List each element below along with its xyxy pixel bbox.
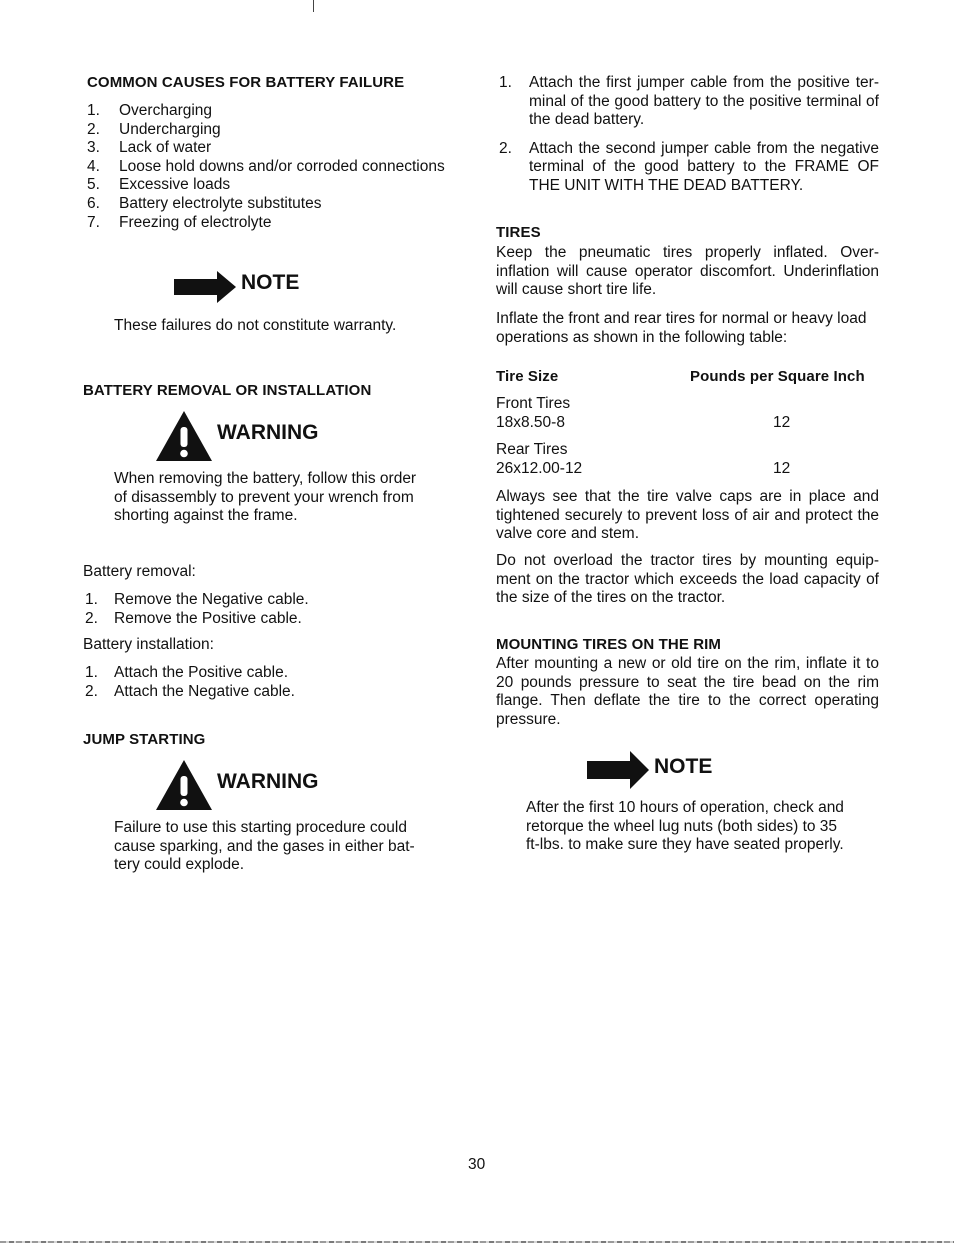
note-title: NOTE bbox=[241, 271, 300, 294]
list-item: 1. Overcharging bbox=[87, 102, 213, 119]
list-item: 1. Attach the first jumper cable from the positive ter- minal of the good battery to the positive terminal of the dead battery. bbox=[499, 74, 879, 129]
note-arrow-icon bbox=[586, 750, 650, 790]
table-row-group: Front Tires bbox=[496, 395, 571, 412]
note-arrow-icon bbox=[173, 270, 237, 304]
heading-jump-starting: JUMP STARTING bbox=[83, 731, 206, 748]
heading-battery-removal: BATTERY REMOVAL OR INSTALLATION bbox=[83, 382, 372, 399]
bottom-scan-edge bbox=[0, 1241, 954, 1243]
jump-steps-list bbox=[499, 74, 879, 196]
list-item: 7. Freezing of electrolyte bbox=[87, 213, 272, 231]
list-item: 1. Remove the Negative cable. bbox=[85, 591, 309, 608]
list-item: 2. Undercharging bbox=[87, 120, 221, 138]
tire-pressure-table bbox=[496, 368, 879, 478]
heading-common-causes: COMMON CAUSES FOR BATTERY FAILURE bbox=[87, 74, 405, 91]
warning-title: WARNING bbox=[217, 770, 319, 793]
tires-paragraph: Keep the pneumatic tires properly inflated. Over- inflation will cause operator discomfort. Underinflation will cause short tire life. bbox=[496, 244, 879, 299]
table-cell-size: 18x8.50-8 bbox=[496, 414, 565, 431]
warning-triangle-icon bbox=[155, 759, 213, 811]
list-item: 2. Attach the second jumper cable from the negative terminal of the good battery to the FRAME OF THE UNIT WITH THE DEAD BATTERY. bbox=[499, 139, 879, 194]
note-title: NOTE bbox=[654, 755, 713, 778]
list-item: 6. Battery electrolyte substitutes bbox=[87, 194, 322, 212]
removal-steps-list bbox=[85, 591, 445, 628]
tires-paragraph: Inflate the front and rear tires for normal or heavy load operations as shown in the following table: bbox=[496, 310, 867, 346]
list-item: 3. Lack of water bbox=[87, 139, 212, 157]
causes-list bbox=[87, 102, 487, 232]
table-row-group: Rear Tires bbox=[496, 441, 568, 458]
list-item: 2. Remove the Positive cable. bbox=[85, 609, 302, 627]
note-text: These failures do not constitute warranty. bbox=[114, 317, 397, 334]
note-text: After the first 10 hours of operation, check and retorque the wheel lug nuts (both sides) to 35 ft-lbs. to make sure they have seated properly. bbox=[526, 799, 844, 854]
list-item: 2. Attach the Negative cable. bbox=[85, 682, 295, 700]
heading-tires: TIRES bbox=[496, 224, 541, 241]
tires-paragraph: Do not overload the tractor tires by mounting equip- ment on the tractor which exceeds the load capacity of the size of the tires on the tractor. bbox=[496, 552, 879, 607]
mounting-paragraph: After mounting a new or old tire on the rim, inflate it to 20 pounds pressure to seat the tire bead on the rim flange. Then deflate the tire to the correct operating pressure. bbox=[496, 655, 879, 728]
list-item: 4. Loose hold downs and/or corroded connections bbox=[87, 157, 445, 175]
warning-triangle-icon bbox=[155, 410, 213, 462]
warning-text: Failure to use this starting procedure could cause sparking, and the gases in either bat- tery could explode. bbox=[114, 819, 415, 874]
top-tick-mark bbox=[313, 0, 314, 12]
installation-steps-list bbox=[85, 664, 445, 701]
table-header-psi: Pounds per Square Inch bbox=[690, 368, 865, 385]
tires-paragraph: Always see that the tire valve caps are in place and tightened securely to prevent loss of air and protect the valve core and stem. bbox=[496, 488, 879, 543]
table-header-tire-size: Tire Size bbox=[496, 368, 559, 385]
table-cell-psi: 12 bbox=[773, 460, 791, 477]
battery-removal-label: Battery removal: bbox=[83, 563, 196, 580]
heading-mounting-tires: MOUNTING TIRES ON THE RIM bbox=[496, 636, 721, 653]
warning-text: When removing the battery, follow this order of disassembly to prevent your wrench from shorting against the frame. bbox=[114, 470, 417, 525]
list-item: 1. Attach the Positive cable. bbox=[85, 664, 289, 681]
list-item: 5. Excessive loads bbox=[87, 176, 231, 194]
table-cell-psi: 12 bbox=[773, 414, 791, 431]
table-cell-size: 26x12.00-12 bbox=[496, 460, 583, 477]
page-number: 30 bbox=[468, 1156, 486, 1173]
warning-title: WARNING bbox=[217, 421, 319, 444]
battery-installation-label: Battery installation: bbox=[83, 636, 214, 653]
